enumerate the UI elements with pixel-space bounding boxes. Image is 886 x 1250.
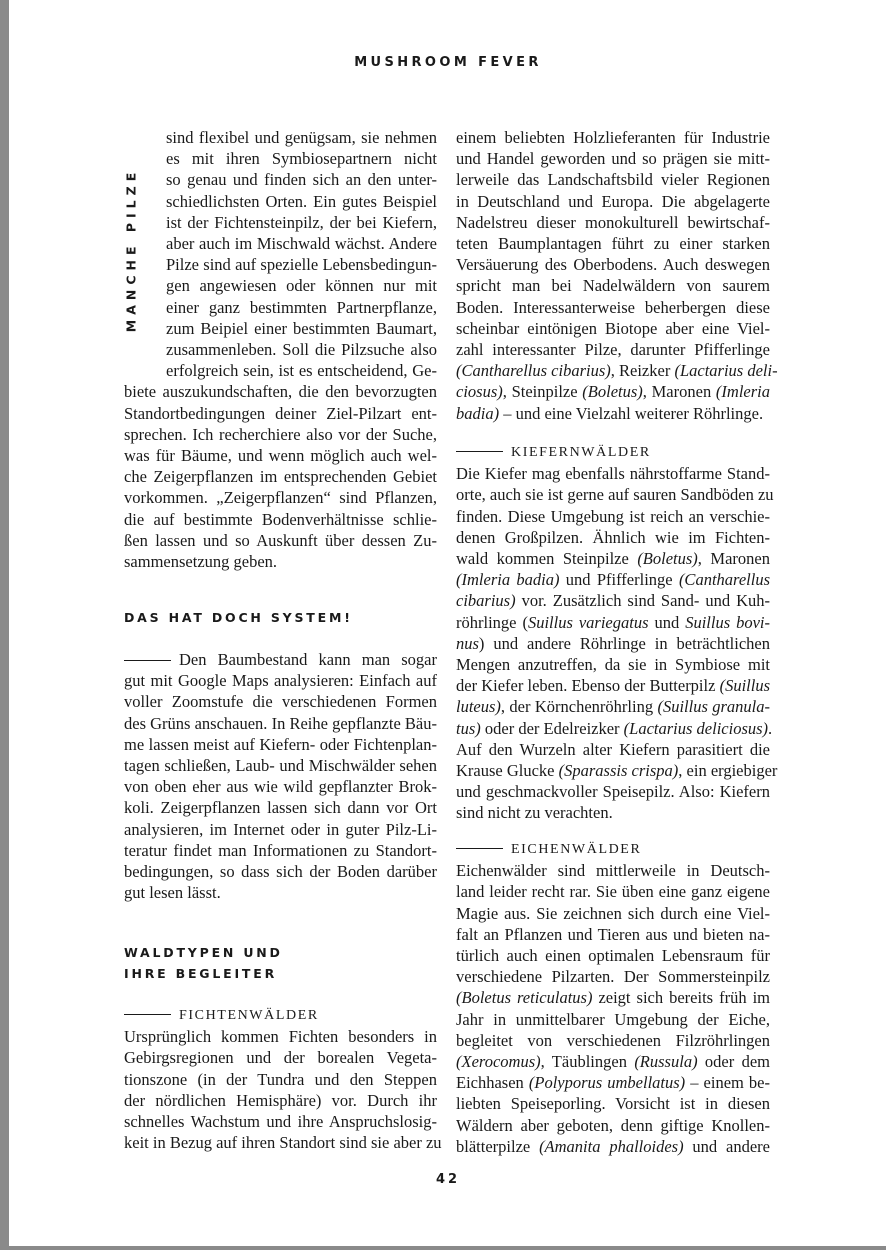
text-line: Versäuerung des Oberbodens. Auch deswegen: [456, 255, 770, 275]
text-run: wald kommen Steinpilze: [456, 549, 638, 569]
text-line: [456, 987, 770, 1008]
text-line: türlich auch einen optimalen Lebensraum für: [456, 946, 770, 966]
text-run: , Steinpilze: [502, 382, 583, 402]
text-line: vorkommen. „Zeigerpflanzen“ sind Pflanzen,: [124, 488, 437, 508]
em-rule: [456, 848, 503, 849]
text-line: me lassen meist auf Kiefern- oder Fichtenplan-: [124, 734, 437, 754]
text-line: zum Beipiel einer bestimmten Baumart,: [166, 318, 437, 338]
em-rule: [456, 451, 503, 452]
species-name: (Lactarius deliciosus): [623, 718, 769, 738]
text-line: [456, 1136, 770, 1157]
text-line: analysieren, im Internet oder in guter Pilz-Li-: [124, 819, 437, 839]
text-line: land leider recht rar. Sie üben eine ganz eigene: [456, 882, 770, 902]
intro-paragraph: [124, 127, 437, 572]
species-name: Suillus bovi-: [685, 612, 770, 632]
text-line: [456, 569, 770, 590]
subhead-text: EICHENWÄLDER: [511, 842, 642, 857]
fichte-section: [124, 1003, 442, 1153]
text-line: liebten Speiseporling. Vorsicht ist in diesen: [456, 1094, 770, 1114]
text-run: und: [648, 612, 686, 632]
text-line: Jahr in unmittelbarer Umgebung der Eiche,: [456, 1009, 770, 1029]
em-rule: [124, 660, 171, 661]
text-line: Ursprünglich kommen Fichten besonders in: [124, 1027, 437, 1047]
text-line: sind flexibel und genügsam, sie nehmen: [166, 128, 437, 147]
species-name: (Boletus): [582, 382, 643, 402]
text-line: was für Bäume, und wenn möglich auch wel-: [124, 446, 437, 466]
text-line: Standortbedingungen deiner Ziel-Pilzart ent-: [124, 403, 437, 423]
text-line: [456, 612, 770, 633]
text-run: und Pfifferlinge: [559, 570, 679, 590]
text-line: koli. Zeigerpflanzen lassen sich dann vor Ort: [124, 798, 437, 818]
text-line: gut mit Google Maps analysieren: Einfach auf: [124, 671, 437, 691]
species-name: (Polyporus umbellatus): [528, 1073, 686, 1093]
text-line: [456, 696, 770, 717]
text-line: [456, 675, 770, 696]
text-line: sind nicht zu verachten.: [456, 803, 613, 823]
text-line: Die Kiefer mag ebenfalls nährstoffarme Stand-: [456, 464, 770, 484]
heading-waldtypen: [124, 942, 437, 984]
text-line: ist der Fichtensteinpilz, der bei Kiefern,: [166, 212, 437, 232]
text-line: che Zeigerpflanzen im entsprechenden Gebiet: [124, 467, 437, 487]
text-line: tionszone (in der Tundra und den Steppen: [124, 1069, 437, 1089]
text-line: Wäldern aber geboten, denn giftige Knollen-: [456, 1115, 770, 1135]
text-run: – einem be-: [685, 1073, 770, 1093]
eiche-section: [456, 837, 770, 1157]
text-run: röhrlinge (: [456, 612, 528, 632]
species-name: (Boletus reticulatus): [456, 988, 593, 1008]
subhead-fichte: [124, 1008, 319, 1023]
text-line: sprechen. Ich recherchiere also vor der Suche,: [124, 424, 437, 444]
text-run: ) und andere Röhrlinge in beträchtlichen: [478, 633, 770, 653]
subhead-text: KIEFERNWÄLDER: [511, 445, 651, 460]
text-run: , Maronen: [642, 382, 716, 402]
heading-line: IHRE BEGLEITER: [124, 966, 277, 981]
text-line: orte, auch sie ist gerne auf sauren Sandböden zu: [456, 485, 774, 505]
text-line: verschiedene Pilzarten. Der Sommersteinpilz: [456, 967, 770, 987]
text-line: [456, 718, 773, 739]
text-line: bedingungen, so dass sich der Boden darüber: [124, 862, 437, 882]
text-line: [456, 590, 770, 611]
text-line: spricht man bei Nadelwäldern von saurem: [456, 276, 770, 296]
text-run: , der Körnchenröhrling: [500, 697, 658, 717]
text-line: zusammenleben. Soll die Pilzsuche also: [166, 340, 437, 360]
species-name: (Amanita phalloides): [539, 1136, 684, 1156]
text-line: einer ganz bestimmten Partnerpflanze,: [166, 297, 437, 317]
text-line: voller Zoomstufe die verschiedenen Formen: [124, 692, 437, 712]
running-title: MUSHROOM FEVER: [354, 55, 542, 70]
text-line: biete auszukundschaften, die den bevorzugten: [124, 382, 437, 402]
text-line: tagen schließen, Laub- und Mischwälder sehen: [124, 756, 437, 776]
text-run: , Maronen: [697, 549, 770, 569]
text-line: Gebirgsregionen und der borealen Vegeta-: [124, 1048, 437, 1068]
text-line: die auf bestimmte Bodenverhältnisse schlie-: [124, 509, 437, 529]
text-run: , Täublingen: [540, 1052, 635, 1072]
species-name: (Lactarius deli-: [674, 361, 778, 381]
page-number: 42: [435, 1172, 461, 1187]
text-line: in Deutschland und Europa. Die abgelagerte: [456, 191, 770, 211]
species-name: nus: [456, 633, 479, 653]
species-name: (Imleria badia): [456, 570, 560, 590]
text-line: falt an Pflanzen und Tieren aus und bieten na-: [456, 924, 770, 944]
text-line: ßen lassen und so Auskunft über dessen Zu-: [124, 530, 437, 550]
heading-system: DAS HAT DOCH SYSTEM!: [124, 610, 353, 625]
text-line: und Handel geworden und so prägen sie mitt-: [456, 149, 770, 169]
species-name: (Cantharellus: [678, 570, 770, 590]
text-line: teten Baumplantagen führt zu einer starken: [456, 234, 770, 254]
text-run: Eichhasen: [456, 1073, 529, 1093]
text-line: und geschmackvoller Speisepilz. Also: Kiefern: [456, 782, 770, 802]
text-line: Mengen anzutreffen, da sie in Symbiose mit: [456, 655, 770, 675]
species-name: badia): [456, 403, 500, 423]
text-line: gut lesen lässt.: [124, 883, 221, 903]
text-line: der nördlichen Hemisphäre) vor. Durch ihr: [124, 1090, 437, 1110]
text-run: und andere: [683, 1136, 770, 1156]
text-run: , Reizker: [610, 361, 675, 381]
species-name: (Cantharellus cibarius): [456, 361, 611, 381]
text-line: [456, 381, 770, 402]
text-run: oder dem: [697, 1052, 770, 1072]
text-run: Den Baumbestand kann man sogar: [179, 650, 437, 669]
text-line: schnelles Wachstum und ihre Anspruchslosig-: [124, 1112, 437, 1132]
text-line: lerweile das Landschaftsbild vieler Regionen: [456, 170, 770, 190]
text-line: begleitet von verschiedenen Filzröhrlingen: [456, 1030, 770, 1050]
text-run: zeigt sich bereits früh im: [592, 988, 770, 1008]
text-line: [456, 760, 778, 781]
text-run: .: [768, 718, 773, 738]
text-line: gen angewiesen oder können nur mit: [166, 276, 437, 296]
text-line: es mit ihren Symbiosepartnern nicht: [166, 149, 437, 169]
text-line: einem beliebten Holzlieferanten für Industrie: [456, 128, 770, 147]
text-line: [456, 360, 778, 381]
text-line: des Grüns anschauen. In Reihe gepflanzte Bäu-: [124, 713, 437, 733]
text-run: oder der Edelreizker: [480, 718, 624, 738]
text-run: vor. Zusätzlich sind Sand- und Kuh-: [515, 591, 770, 611]
species-name: tus): [456, 718, 481, 738]
text-line: keit in Bezug auf ihren Standort sind sie aber zu: [124, 1133, 442, 1153]
text-line: finden. Diese Umgebung ist reich an verschie-: [456, 506, 770, 526]
subhead-kiefer: [456, 445, 651, 460]
text-line: von oben eher aus wie wild gepflanzter Brok-: [124, 777, 437, 797]
species-name: (Boletus): [637, 549, 698, 569]
text-line: scheinbar eintönigen Biotope aber eine Viel-: [456, 318, 770, 338]
text-line: denen Großpilzen. Ähnlich wie im Fichten-: [456, 527, 770, 547]
system-paragraph: [124, 649, 437, 903]
species-name: (Imleria: [715, 382, 770, 402]
subhead-text: FICHTENWÄLDER: [179, 1008, 319, 1023]
heading-line: WALDTYPEN UND: [124, 945, 283, 960]
text-run: blätterpilze: [456, 1136, 540, 1156]
text-run: der Kiefer leben. Ebenso der Butterpilz: [456, 676, 720, 696]
species-name: ciosus): [456, 382, 503, 402]
text-line: Pilze sind auf spezielle Lebensbedingun-: [166, 255, 437, 275]
text-line: [456, 548, 770, 569]
text-run: Krause Glucke: [456, 761, 559, 781]
species-name: (Russula): [634, 1052, 698, 1072]
text-line: [456, 633, 770, 654]
text-line: [456, 403, 770, 424]
text-line: aber auch im Mischwald wächst. Andere: [166, 234, 437, 254]
text-line: Magie aus. Sie zeichnen sich durch eine Viel-: [456, 903, 770, 923]
text-line: teratur findet man Informationen zu Standort-: [124, 840, 437, 860]
text-line: Nadelstreu dieser monokulturell bewirtschaf-: [456, 212, 770, 232]
species-name: cibarius): [456, 591, 516, 611]
fichte-continued: [456, 127, 778, 424]
species-name: (Xerocomus): [456, 1052, 541, 1072]
kiefer-section: [456, 440, 778, 824]
text-line: [124, 649, 437, 670]
species-name: (Suillus granula-: [657, 697, 770, 717]
text-line: zahl interessanter Pilze, darunter Pfifferlinge: [456, 340, 770, 360]
text-run: – und eine Vielzahl weiterer Röhrlinge.: [499, 403, 764, 423]
text-line: erfolgreich sein, ist es entscheidend, Ge-: [166, 361, 437, 381]
left-column: [124, 127, 437, 572]
side-label-text: MANCHE PILZE: [123, 167, 139, 333]
text-line: sammensetzung geben.: [124, 552, 278, 572]
species-name: Suillus variegatus: [527, 612, 649, 632]
text-line: Boden. Interessanterweise beherbergen diese: [456, 297, 770, 317]
text-line: [456, 1051, 770, 1072]
text-line: so genau und finden sich an den unter-: [166, 170, 437, 190]
species-name: luteus): [456, 697, 501, 717]
em-rule: [124, 1014, 171, 1015]
text-line: schiedlichsten Orten. Ein gutes Beispiel: [166, 191, 437, 211]
species-name: (Sparassis crispa): [558, 761, 679, 781]
text-run: , ein ergiebiger: [678, 761, 778, 781]
subhead-eiche: [456, 842, 641, 857]
text-line: [456, 1072, 770, 1093]
species-name: (Suillus: [719, 676, 770, 696]
text-line: Eichenwälder sind mittlerweile in Deutsch-: [456, 861, 770, 881]
text-line: Auf den Wurzeln alter Kiefern parasitiert die: [456, 739, 770, 759]
